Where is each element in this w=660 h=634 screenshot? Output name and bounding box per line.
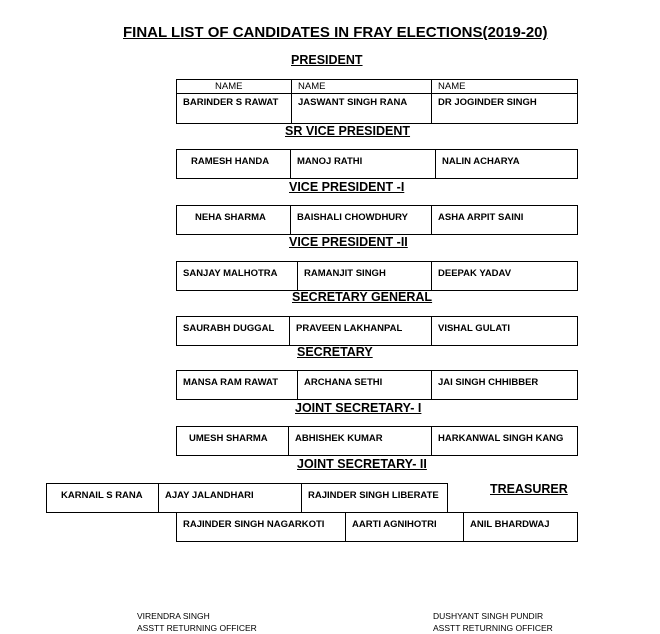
page-title: FINAL LIST OF CANDIDATES IN FRAY ELECTIONS(2019-20) (123, 24, 548, 41)
column-header: NAME (215, 81, 243, 92)
candidate-name: NALIN ACHARYA (435, 150, 577, 178)
candidate-name: SANJAY MALHOTRA (183, 268, 278, 279)
candidate-name: MANSA RAM RAWAT (183, 377, 278, 388)
candidate-name: SAURABH DUGGAL (183, 323, 275, 334)
candidate-name: ARCHANA SETHI (297, 371, 431, 399)
candidate-name: NEHA SHARMA (195, 212, 266, 223)
president-col-3 (431, 80, 577, 123)
signatory-role: ASSTT RETURNING OFFICER (433, 623, 553, 633)
candidate-name: RAJINDER SINGH LIBERATE (301, 484, 447, 512)
heading-joint-secretary-2: JOINT SECRETARY- II (297, 457, 427, 471)
candidate-name: DEEPAK YADAV (431, 262, 577, 290)
candidate-name: MANOJ RATHI (290, 150, 435, 178)
table-joint-secretary-1 (176, 426, 578, 456)
heading-joint-secretary-1: JOINT SECRETARY- I (295, 401, 422, 415)
president-col-2 (291, 80, 431, 123)
candidate-name: UMESH SHARMA (189, 433, 268, 444)
candidate-name: DR JOGINDER SINGH (438, 97, 537, 108)
candidate-name: JASWANT SINGH RANA (298, 97, 408, 108)
candidate-name: KARNAIL S RANA (61, 490, 143, 501)
signatory-right (433, 610, 553, 634)
table-secretary (176, 370, 578, 400)
signatory-left (137, 610, 257, 634)
heading-treasurer: TREASURER (490, 482, 568, 496)
candidate-name: VISHAL GULATI (431, 317, 577, 345)
candidate-name: ANIL BHARDWAJ (463, 513, 577, 541)
candidate-name: ASHA ARPIT SAINI (431, 206, 577, 234)
table-vice-president-2 (176, 261, 578, 291)
heading-vice-president-2: VICE PRESIDENT -II (289, 235, 408, 249)
candidate-name: RAMANJIT SINGH (297, 262, 431, 290)
president-col-1 (177, 80, 291, 123)
candidate-name: BAISHALI CHOWDHURY (290, 206, 431, 234)
candidate-name: HARKANWAL SINGH KANG (431, 427, 577, 455)
table-president (176, 79, 578, 124)
heading-secretary-general: SECRETARY GENERAL (292, 290, 433, 304)
candidate-name: JAI SINGH CHHIBBER (431, 371, 577, 399)
candidate-name: AJAY JALANDHARI (158, 484, 301, 512)
candidate-name: AARTI AGNIHOTRI (345, 513, 463, 541)
column-header: NAME (298, 81, 326, 92)
column-header: NAME (438, 81, 466, 92)
table-joint-secretary-2 (46, 483, 448, 513)
table-vice-president-1 (176, 205, 578, 235)
signatory-name: DUSHYANT SINGH PUNDIR (433, 611, 544, 621)
heading-president: PRESIDENT (291, 53, 363, 67)
heading-sr-vice-president: SR VICE PRESIDENT (285, 124, 411, 138)
candidate-name: ABHISHEK KUMAR (288, 427, 431, 455)
heading-vice-president-1: VICE PRESIDENT -I (289, 180, 405, 194)
candidate-name: RAJINDER SINGH NAGARKOTI (183, 519, 325, 530)
candidate-name: PRAVEEN LAKHANPAL (289, 317, 431, 345)
heading-secretary: SECRETARY (297, 345, 373, 359)
table-secretary-general (176, 316, 578, 346)
signatory-name: VIRENDRA SINGH (137, 611, 210, 621)
candidate-name: BARINDER S RAWAT (183, 97, 279, 108)
signatory-role: ASSTT RETURNING OFFICER (137, 623, 257, 633)
table-sr-vice-president (176, 149, 578, 179)
candidate-name: RAMESH HANDA (191, 156, 270, 167)
table-treasurer (176, 512, 578, 542)
